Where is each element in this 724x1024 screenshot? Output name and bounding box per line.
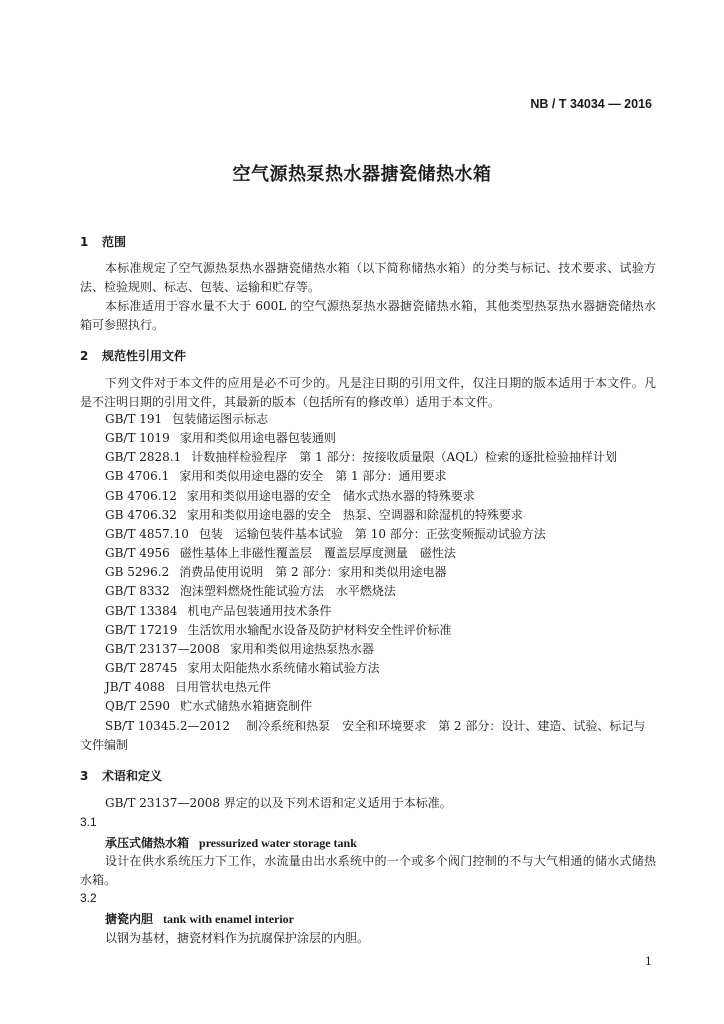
reference-title: 机电产品包装通用技术条件 — [187, 603, 332, 618]
reference-item — [105, 429, 656, 448]
reference-title: 制冷系统和热泵 安全和环境要求 第 2 部分：设计、建造、试验、标记与 — [246, 719, 646, 733]
term-name-en: pressurized water storage tank — [199, 836, 357, 850]
reference-item — [105, 410, 656, 429]
references-intro: 下列文件对于本文件的应用是必不可少的。凡是注日期的引用文件，仅注日期的版本适用于本文件。凡是不注明日期的引用文件，其最新的版本（包括所有的修改单）适用于本文件。 — [80, 376, 656, 409]
reference-item — [105, 525, 656, 544]
reference-title: 包装 运输包装件基本试验 第 10 部分：正弦变频振动试验方法 — [198, 526, 546, 541]
reference-code: GB/T 28745 — [105, 661, 178, 676]
reference-title: 家用和类似用途电器包装通则 — [179, 431, 336, 446]
reference-title: 日用管状电热元件 — [175, 680, 272, 695]
reference-item — [105, 602, 656, 621]
reference-code: GB 4706.12 — [105, 488, 177, 503]
reference-title: 家用和类似用途电器的安全 第 1 部分：通用要求 — [179, 469, 447, 484]
reference-code: SB/T 10345.2—2012 — [105, 719, 231, 733]
reference-code: QB/T 2590 — [105, 699, 171, 714]
reference-title: 计数抽样检验程序 第 1 部分：按接收质量限（AQL）检索的逐批检验抽样计划 — [191, 450, 618, 465]
reference-code: GB 4706.1 — [105, 469, 170, 484]
term-definition: 以钢为基材，搪瓷材料作为抗腐保护涂层的内胆。 — [105, 931, 370, 945]
section-number: 3 — [80, 769, 89, 783]
reference-code: GB/T 8332 — [105, 584, 170, 599]
reference-code: GB/T 17219 — [105, 622, 178, 637]
term-name — [105, 910, 294, 927]
section-title: 规范性引用文件 — [102, 349, 187, 363]
term-name — [105, 834, 357, 851]
reference-code: GB/T 4956 — [105, 546, 170, 561]
reference-item — [105, 582, 656, 601]
reference-item — [105, 697, 656, 716]
reference-item — [105, 659, 656, 678]
term-definition: 设计在供水系统压力下工作，水流量由出水系统中的一个或多个阀门控制的不与大气相通的储水式储热水箱。 — [80, 854, 656, 887]
reference-title: 家用和类似用途热泵热水器 — [229, 641, 374, 656]
reference-code: GB/T 4857.10 — [105, 526, 189, 541]
reference-list — [105, 410, 656, 717]
reference-title: 泡沫塑料燃烧性能试验方法 水平燃烧法 — [179, 584, 396, 599]
term-name-zh: 搪瓷内胆 — [105, 912, 154, 926]
reference-title-continued: 文件编制 — [80, 738, 129, 752]
terms-intro: GB/T 23137—2008 界定的以及下列术语和定义适用于本标准。 — [105, 796, 452, 810]
reference-code: GB 5296.2 — [105, 565, 170, 580]
reference-code: GB/T 13384 — [105, 603, 178, 618]
scope-paragraph-2: 本标准适用于容水量不大于 600L 的空气源热泵热水器搪瓷储热水箱，其他类型热泵热水器搪瓷储热水箱可参照执行。 — [80, 299, 656, 332]
reference-title: 包装储运图示标志 — [172, 412, 269, 426]
term-number: 3.2 — [80, 891, 97, 905]
reference-code: GB/T 2828.1 — [105, 450, 182, 465]
reference-item — [105, 487, 656, 506]
reference-code: GB 4706.32 — [105, 507, 177, 522]
reference-code: JB/T 4088 — [105, 680, 166, 695]
section-3-heading — [80, 767, 162, 784]
reference-item — [105, 448, 656, 467]
reference-code: GB/T 23137—2008 — [105, 641, 220, 656]
document-title: 空气源热泵热水器搪瓷储热水箱 — [232, 164, 492, 185]
reference-title: 消费品使用说明 第 2 部分：家用和类似用途电器 — [179, 565, 447, 580]
page-number: 1 — [645, 955, 652, 968]
scope-paragraph-1: 本标准规定了空气源热泵热水器搪瓷储热水箱（以下简称储热水箱）的分类与标记、技术要求、试验方法、检验规则、标志、包装、运输和贮存等。 — [80, 261, 656, 294]
document-code: NB / T 34034 — 2016 — [530, 97, 652, 111]
reference-title: 贮水式储热水箱搪瓷制件 — [180, 699, 313, 714]
reference-title: 家用和类似用途电器的安全 储水式热水器的特殊要求 — [186, 488, 475, 503]
reference-item — [105, 506, 656, 525]
reference-item — [105, 467, 656, 486]
section-1-heading — [80, 233, 126, 250]
reference-item — [105, 621, 656, 640]
section-title: 范围 — [102, 235, 127, 249]
reference-code: GB/T 191 — [105, 412, 163, 426]
term-name-en: tank with enamel interior — [163, 912, 295, 926]
reference-title: 家用和类似用途电器的安全 热泵、空调器和除湿机的特殊要求 — [186, 507, 523, 522]
reference-title: 家用太阳能热水系统储水箱试验方法 — [187, 661, 380, 676]
reference-title: 磁性基体上非磁性覆盖层 覆盖层厚度测量 磁性法 — [179, 546, 456, 561]
section-2-heading — [80, 347, 186, 364]
term-number: 3.1 — [80, 815, 97, 829]
section-number: 1 — [80, 235, 89, 249]
reference-title: 生活饮用水输配水设备及防护材料安全性评价标准 — [187, 622, 452, 637]
reference-item — [105, 678, 656, 697]
section-title: 术语和定义 — [102, 769, 163, 783]
reference-code: GB/T 1019 — [105, 431, 170, 446]
term-name-zh: 承压式储热水箱 — [105, 836, 190, 850]
reference-item — [80, 717, 656, 755]
reference-item — [105, 640, 656, 659]
section-number: 2 — [80, 349, 89, 363]
reference-item — [105, 544, 656, 563]
reference-item — [105, 563, 656, 582]
